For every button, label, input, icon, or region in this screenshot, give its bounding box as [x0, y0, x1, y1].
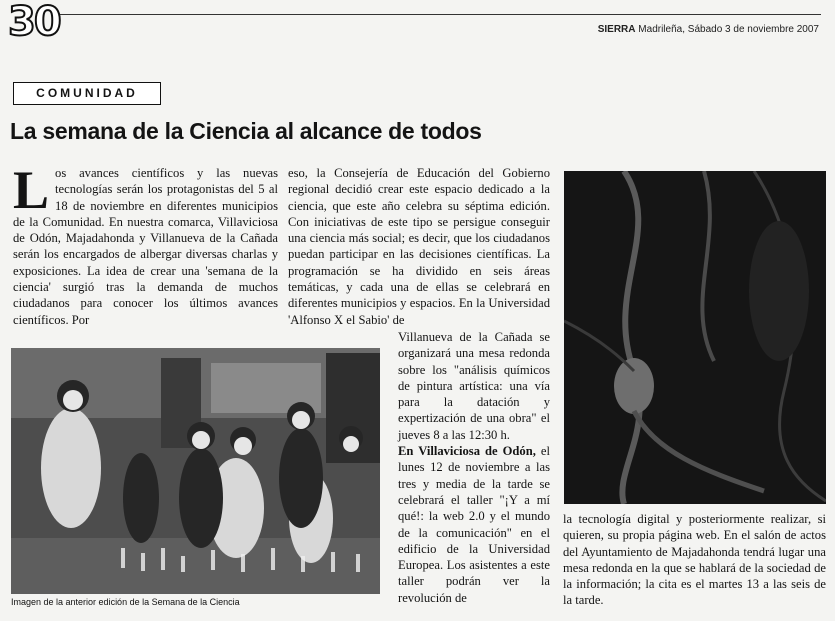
header-info [598, 24, 819, 35]
article-column-3 [563, 511, 826, 609]
header-rule [60, 14, 821, 15]
publication-name: SIERRA [597, 24, 636, 35]
column-2-text: eso, la Consejería de Educación del Gobierno regional decidió crear este espacio dedicado a la ciencia, que este año celebra su séptima edición. Con iniciativas de este tipo se persigue conseguir una ciencia más social; es decir, que los ciudadanos puedan participar en las decisiones científicas. La programación se ha dividido en seis áreas temáticas, y cada una de ellas se celebrará en diferentes municipios y espacios. En la Universidad 'Alfonso X el Sabio' de [288, 166, 550, 327]
page-number: 30 [8, 0, 60, 45]
article-column-1 [13, 160, 278, 328]
article-column-2 [288, 165, 550, 328]
subhead-villaviciosa: En Villaviciosa de Odón, [398, 444, 536, 459]
microscope-image [564, 171, 826, 504]
publication-suffix: Madrileña, [638, 24, 685, 35]
section-box [13, 82, 161, 105]
column-2-lower-text: Villanueva de la Cañada se organizará una mesa redonda sobre los "análisis químicos de pintura artística: una vía para la datación y expertización de una obra" el jueves 8 a las 12:30 h. [398, 330, 550, 442]
drop-cap: L [13, 160, 50, 220]
column-3-text: la tecnología digital y posteriormente realizar, si quieren, su propia página web. En el salón de actos del Ayuntamiento de Majadahonda tendrá lugar una mesa redonda en la que se hablará de la sociedad de la información; la cita es el martes 13 a las seis de la tarde. [563, 512, 826, 608]
article-column-2-lower [398, 329, 550, 606]
headline: La semana de la Ciencia al alcance de todos [10, 118, 482, 144]
photo-caption: Imagen de la anterior edición de la Semana de la Ciencia [11, 597, 240, 607]
section-label: COMUNIDAD [36, 86, 138, 100]
lab-photo [11, 348, 380, 594]
issue-date: Sábado 3 de noviembre 2007 [687, 24, 819, 35]
column-1-text: os avances científicos y las nuevas tecnologías serán los protagonistas del 5 al 18 de noviembre en diferentes municipios de la Comunidad. En nuestra comarca, Villaviciosa de Odón, Majadahonda y Villanueva de la Cañada serán los encargados de albergar diversas charlas y exposiciones. La idea de crear una 'semana de la ciencia' surgió tras la demanda de muchos ciudadanos para conocer los últimos avances científicos. Por [13, 166, 278, 327]
column-2-lower-text-2: el lunes 12 de noviembre a las tres y media de la tarde se celebrará el taller "¡Y a mí qué!: la web 2.0 y el mundo de la comunicación" en el edificio de la Universidad Europea. Los asistentes a este taller podrán ver la revolución de [398, 444, 551, 605]
